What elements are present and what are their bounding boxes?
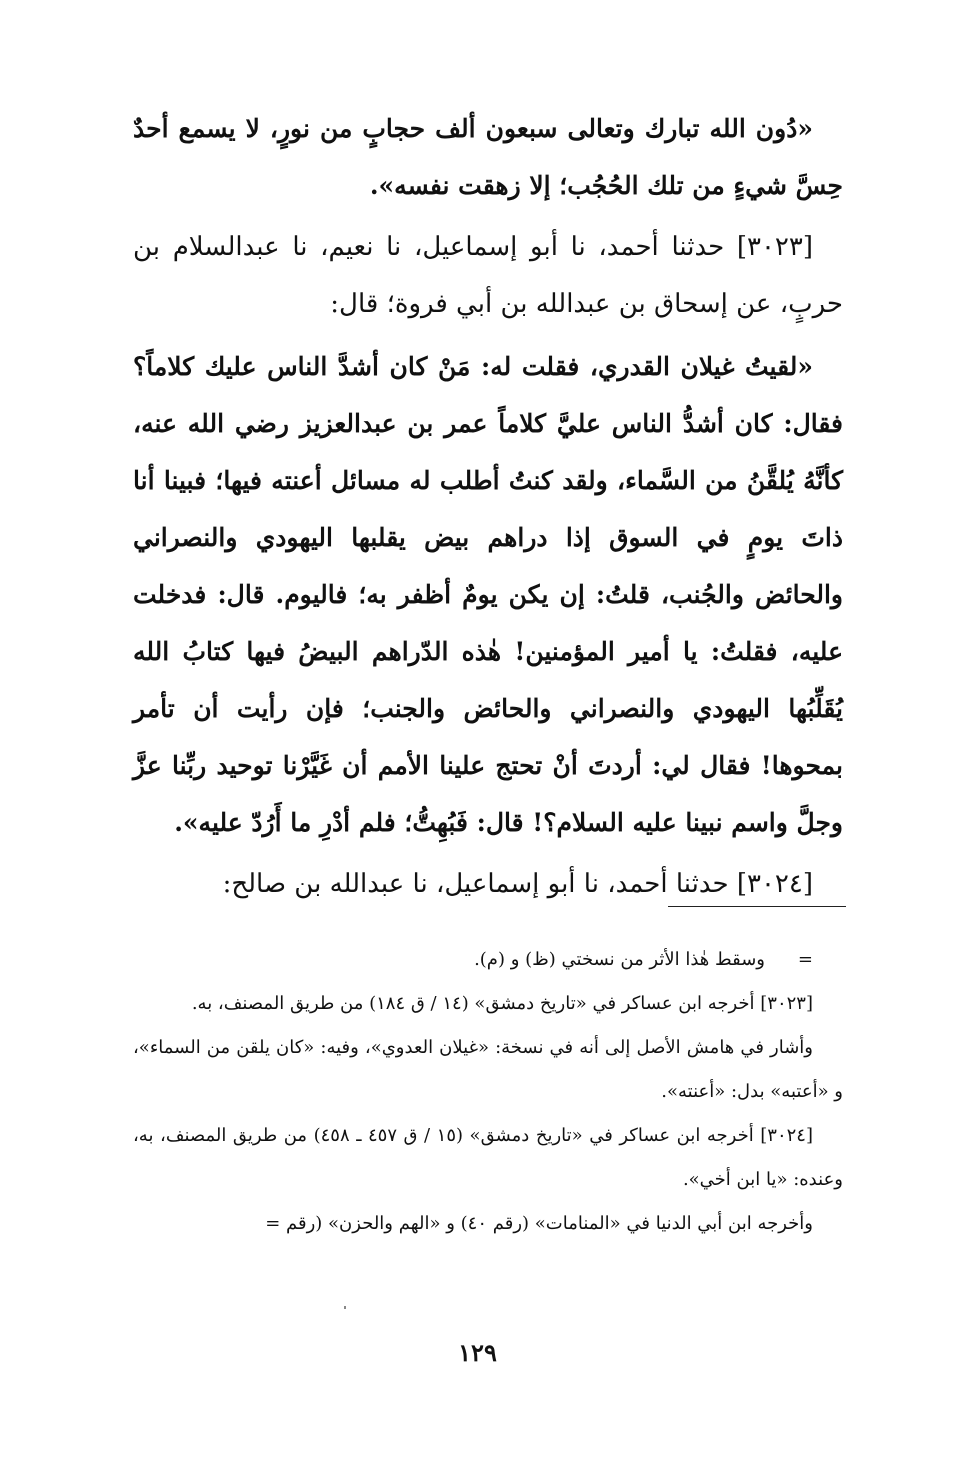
- footnote-separator: [668, 906, 846, 907]
- footnote-3023: [٣٠٢٣] أخرجه ابن عساكر في «تاريخ دمشق» (١٤ / ق ١٨٤) من طريق المصنف، به.: [191, 993, 813, 1014]
- footnote-3023-margin: وأشار في هامش الأصل إلى أنه في نسخة: «غيلان العدوي»، وفيه: «كان يلقن من السماء»، و «أعتبه» بدل: «أعنته».: [133, 1037, 843, 1102]
- page-number: ١٢٩: [458, 1338, 497, 1367]
- footnote-3024-other: وأخرجه ابن أبي الدنيا في «المنامات» (رقم ٤٠) و «الهم والحزن» (رقم =: [265, 1213, 813, 1234]
- footnote-text: وسقط هٰذا الأثر من نسختي (ظ) و (م).: [474, 949, 765, 970]
- footnote-3024: [٣٠٢٤] أخرجه ابن عساكر في «تاريخ دمشق» (١٥ / ق ٤٥٧ ـ ٤٥٨) من طريق المصنف، به، وعنده: «يا ابن أخي».: [133, 1125, 843, 1190]
- hadith-quote-1: «دُون الله تبارك وتعالى سبعون ألف حجابٍ من نورٍ، لا يسمع أحدٌ حِسَّ شيءٍ من تلك الحُجُب؛ إلا زهقت نفسه».: [133, 114, 843, 200]
- hadith-quote-2: «لقيتُ غيلان القدري، فقلت له: مَنْ كان أشدَّ الناس عليك كلاماً؟ فقال: كان أشدُّ الناس عليَّ كلاماً عمر بن عبدالعزيز رضي الله عنه، كأنَّهُ يُلقَّنُ من السَّماء، ولقد كنتُ أطلب له مسائل أعنته فيها؛ فبينا أنا ذاتَ يومٍ في السوق إذا دراهم بيض يقلبها اليهودي والنصراني والحائض والجُنب، قلتُ: إن يكن يومٌ أظفر به؛ فاليوم. قال: فدخلت عليه، فقلتُ: يا أمير المؤمنين! هٰذه الدّراهم البيضُ فيها كتابُ الله يُقَلِّبُها اليهودي والنصراني والحائض والجنب؛ فإن رأيت أن تأمر بمحوها! فقال لي: أردتَ أنْ تحتج علينا الأمم أن غَيَّرْنا توحيد ربِّنا عزَّ وجلَّ واسم نبينا عليه السلام؟! قال: فَبُهِتُّ؛ فلم أدْرِ ما أَرُدّ عليه».: [133, 352, 843, 837]
- isnad-3023: [٣٠٢٣] حدثنا أحمد، نا أبو إسماعيل، نا نعيم، نا عبدالسلام بن حربٍ، عن إسحاق بن عبدالله بن أبي فروة؛ قال:: [133, 232, 843, 319]
- footnote-continuation: [133, 938, 843, 982]
- continuation-mark: =: [797, 949, 813, 970]
- footnotes: [133, 938, 843, 1246]
- print-speck: [344, 1306, 346, 1309]
- main-text: [133, 100, 843, 913]
- isnad-3024: [٣٠٢٤] حدثنا أحمد، نا أبو إسماعيل، نا عبدالله بن صالح:: [222, 869, 813, 899]
